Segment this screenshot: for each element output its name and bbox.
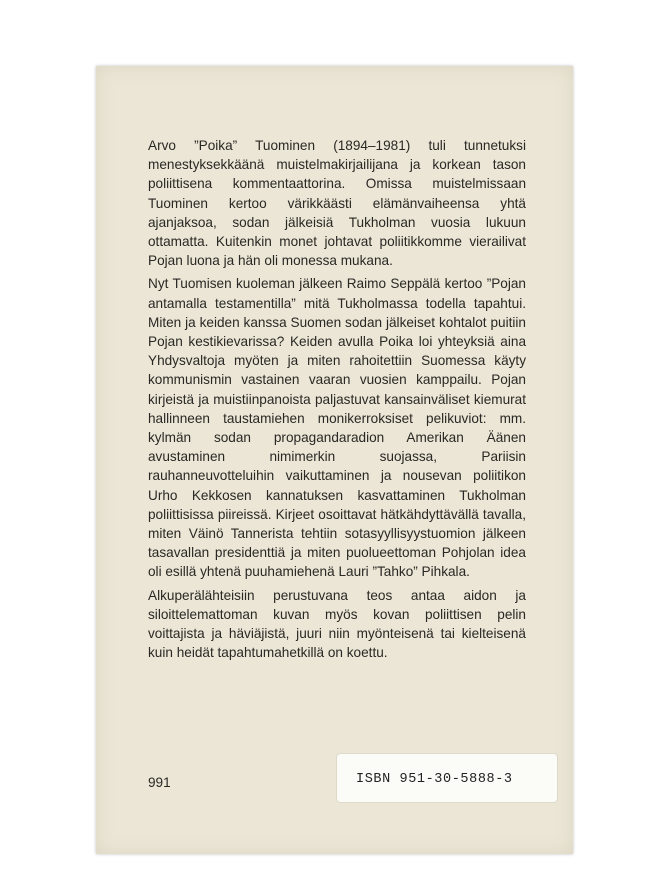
blurb-paragraph-1: Arvo ”Poika” Tuominen (1894–1981) tuli tunnetuksi menestyksekkäänä muistelmakirjailijana ja korkean tason poliittisena kommentaattorina. Omissa muistelmissaan Tuominen kertoo värikkäästi elämänvaiheensa yhtä ajanjaksoa, sodan jälkeisiä Tukholman vuosia lukuun ottamatta. Kuitenkin monet johtavat poliitikkomme vierailivat Pojan luona ja hän oli monessa mukana.	[148, 138, 526, 269]
blurb-paragraph-2: Nyt Tuomisen kuoleman jälkeen Raimo Seppälä kertoo ”Pojan antamalla testamentilla” mitä Tukholmassa todella tapahtui. Miten ja keiden kanssa Suomen sodan jälkeiset kohtalot puitiin Pojan kestikievarissa? Keiden avulla Poika loi yhteyksiä aina Yhdysvaltoja myöten ja miten rahoitettiin Suomessa käyty kommunismin vastainen vaaran vuosien kamppailu. Pojan kirjeistä ja muistiinpanoista paljastuvat kansainväliset kiemurat hallinneen taustamiehen monikerroksiset pelikuviot: mm. kylmän sodan propagandaradion Amerikan Äänen avustaminen nimimerkin suojassa, Pariisin rauhanneuvotteluihin vaikuttaminen ja nousevan poliitikon Urho Kekkosen kannatuksen kasvattaminen Tukholman poliittisissa piireissä. Kirjeet osoittavat hätkähdyttävällä tavalla, miten Väinö Tannerista tehtiin sotasyyllisyystuomion jälkeen tasavallan presidenttiä ja miten puolueettoman Pohjolan idea oli esillä yhtenä puuhamiehenä Lauri ”Tahko” Pihkala.	[148, 276, 526, 580]
blurb-text	[148, 136, 526, 662]
isbn-text: ISBN 951-30-5888-3	[356, 772, 513, 787]
catalog-number: 991	[148, 775, 171, 790]
blurb-paragraph-3: Alkuperälähteisiin perustuvana teos antaa aidon ja siloittelemattoman kuvan myös kovan poliittisen pelin voittajista ja häviäjistä, juuri niin myönteisenä tai kielteisenä kuin heidät tapahtumahetkillä on koettu.	[148, 587, 526, 661]
